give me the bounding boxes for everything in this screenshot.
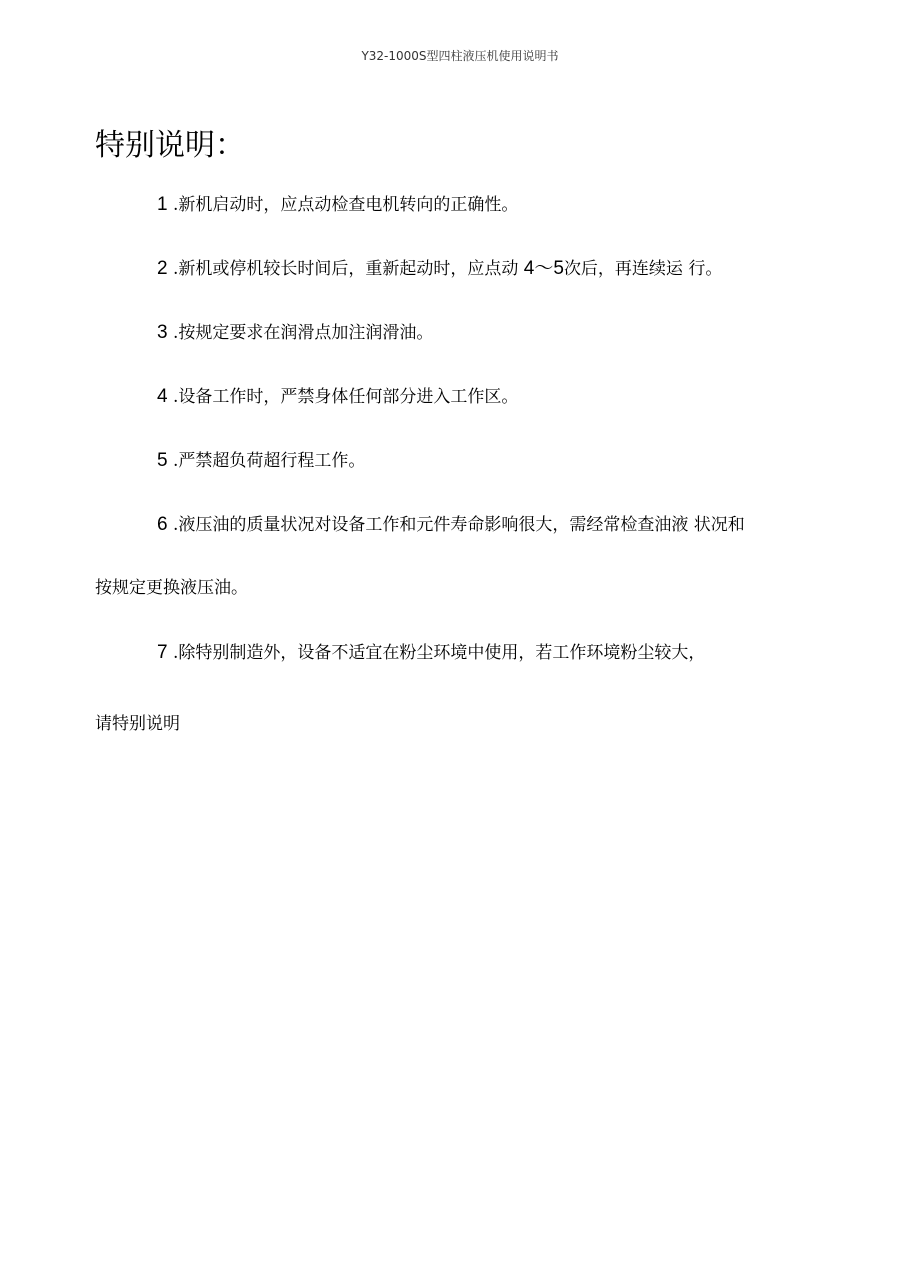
item-number: 5 — [157, 450, 168, 471]
running-header: Y32-1000S型四柱液压机使用说明书 — [361, 49, 559, 63]
item-text: .严禁超负荷超行程工作。 — [167, 451, 366, 471]
section-title: 特别说明： — [95, 128, 245, 163]
list-item-2 — [157, 258, 722, 281]
item-text: .设备工作时，严禁身体任何部分进入工作区。 — [167, 387, 519, 407]
item-text: .按规定要求在润滑点加注润滑油。 — [167, 323, 434, 343]
list-item-4 — [157, 386, 518, 409]
item-number: 3 — [157, 322, 168, 343]
list-item-1 — [157, 194, 518, 217]
item-text: .新机启动时，应点动检查电机转向的正确性。 — [167, 195, 519, 215]
list-item-7-continuation: 请特别说明 — [95, 714, 180, 734]
list-item-3 — [157, 322, 433, 345]
item-number: 4 — [157, 386, 168, 407]
list-item-6 — [157, 514, 745, 537]
item-number: 1 — [157, 194, 168, 215]
item-range: 4～5 — [523, 258, 564, 279]
list-item-7 — [157, 642, 705, 665]
item-text-after: 次后，再连续运 行。 — [563, 259, 723, 279]
item-number: 6 — [157, 514, 168, 535]
list-item-6-continuation: 按规定更换液压油。 — [95, 578, 248, 598]
item-text: .除特别制造外，设备不适宜在粉尘环境中使用，若工作环境粉尘较大， — [167, 643, 706, 663]
item-number: 2 — [157, 258, 168, 279]
item-text: .液压油的质量状况对设备工作和元件寿命影响很大，需经常检查油液 状况和 — [167, 515, 745, 535]
item-text: .新机或停机较长时间后，重新起动时，应点动 — [167, 259, 524, 279]
item-number: 7 — [157, 642, 168, 663]
list-item-5 — [157, 450, 365, 473]
